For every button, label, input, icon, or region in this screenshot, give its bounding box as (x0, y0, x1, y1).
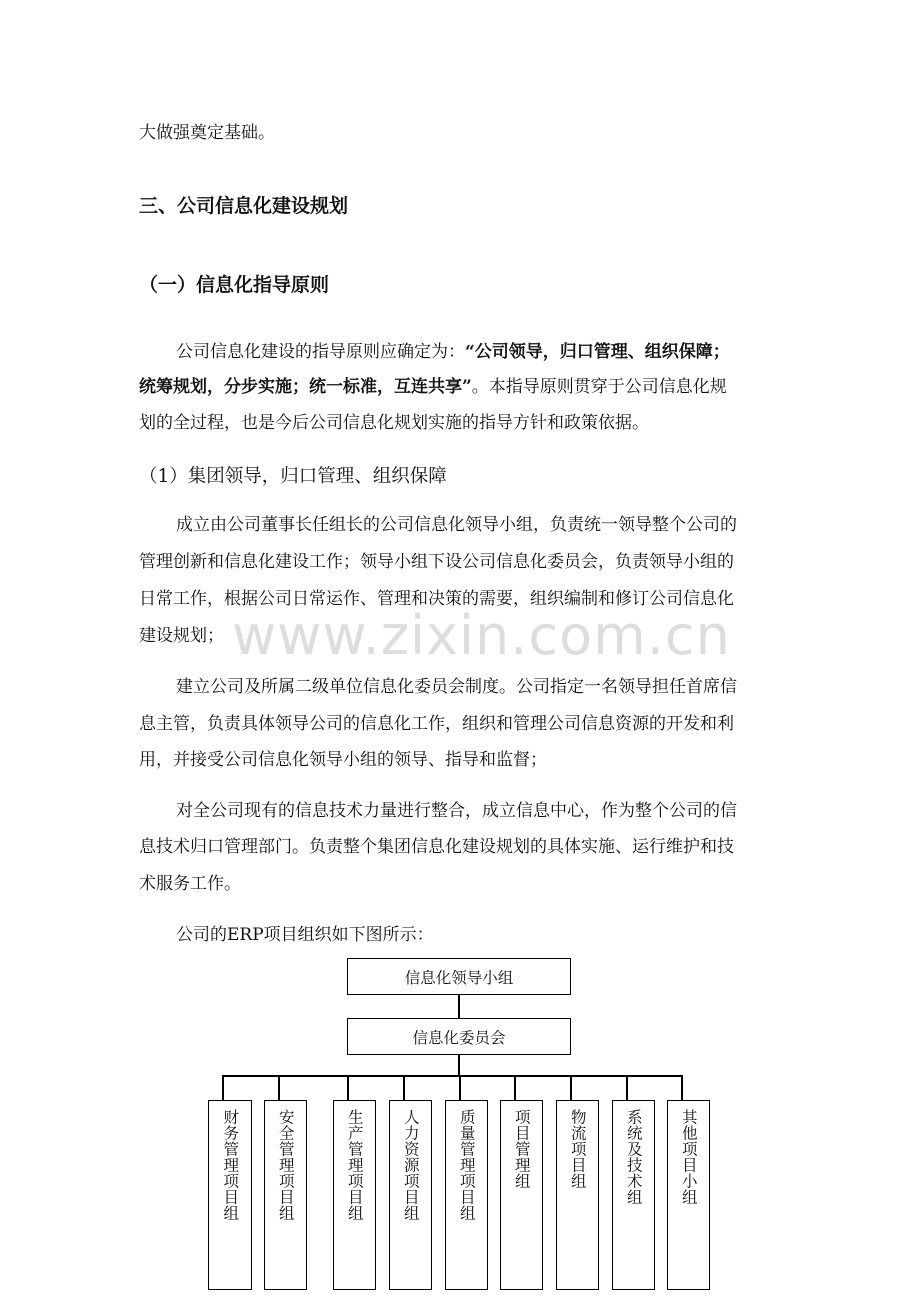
org-box-production-group (333, 1100, 376, 1290)
org-box-label: 信息化委员会 (412, 1028, 506, 1047)
org-box-label: 安全管理项目组 (276, 1109, 295, 1221)
item-heading-1: （1）集团领导，归口管理、组织保障 (139, 466, 447, 487)
org-connector (458, 1055, 460, 1076)
paragraph-1-line-1 (176, 340, 730, 364)
paragraph-5: 公司的ERP项目组织如下图所示： (176, 925, 434, 945)
org-box-logistics-group (556, 1100, 599, 1290)
sub-heading: （一）信息化指导原则 (139, 274, 330, 296)
org-box-hr-group (389, 1100, 432, 1290)
org-box-safety-group (264, 1100, 307, 1290)
org-drop (278, 1075, 280, 1100)
paragraph-3-line-2: 息主管，负责具体领导公司的信息化工作，组织和管理公司信息资源的开发和利 (139, 714, 734, 734)
org-drop (626, 1075, 628, 1100)
paragraph-2-line-2: 管理创新和信息化建设工作；领导小组下设公司信息化委员会，负责领导小组的 (139, 552, 734, 572)
org-box-other-group (667, 1100, 710, 1290)
org-box-quality-group (445, 1100, 488, 1290)
paragraph-2-line-3: 日常工作，根据公司日常运作、管理和决策的需要，组织编制和修订公司信息化 (139, 589, 734, 609)
org-box-label: 系统及技术组 (624, 1109, 643, 1205)
org-box-finance-group (208, 1100, 252, 1290)
bold-text-segment: “公司领导，归口管理、组织保障； (465, 342, 730, 362)
paragraph-4-line-1: 对全公司现有的信息技术力量进行整合，成立信息中心，作为整个公司的信 (176, 801, 737, 821)
text-segment: 公司信息化建设的指导原则应确定为： (176, 342, 465, 362)
paragraph-1-line-3: 划的全过程，也是今后公司信息化规划实施的指导方针和政策依据。 (139, 413, 649, 433)
org-box-label: 信息化领导小组 (404, 968, 514, 987)
paragraph-3-line-1: 建立公司及所属二级单位信息化委员会制度。公司指定一名领导担任首席信 (176, 677, 737, 697)
org-drop (514, 1075, 516, 1100)
org-box-project-mgmt-group (500, 1100, 543, 1290)
paragraph-2-line-4: 建设规划； (139, 626, 224, 646)
org-horizontal-bus (222, 1075, 682, 1077)
org-drop (347, 1075, 349, 1100)
org-box-label: 财务管理项目组 (221, 1109, 240, 1221)
org-drop (459, 1075, 461, 1100)
text-line: 大做强奠定基础。 (139, 123, 275, 143)
org-box-label: 其他项目小组 (679, 1109, 698, 1205)
org-box-label: 物流项目组 (568, 1109, 587, 1189)
org-drop (570, 1075, 572, 1100)
org-box-label: 生产管理项目组 (345, 1109, 364, 1221)
bold-text-segment: 统筹规划，分步实施；统一标准，互连共享” (139, 377, 472, 397)
org-drop (681, 1075, 683, 1100)
org-drop (403, 1075, 405, 1100)
watermark: www.zixin.com.cn (232, 604, 731, 667)
org-drop (222, 1075, 224, 1100)
paragraph-1-line-2 (139, 375, 727, 399)
section-heading: 三、公司信息化建设规划 (139, 195, 349, 217)
org-box-committee (347, 1018, 571, 1055)
text-segment: 。本指导原则贯穿于公司信息化规 (471, 377, 727, 397)
org-box-label: 质量管理项目组 (457, 1109, 476, 1221)
org-box-label: 人力资源项目组 (401, 1109, 420, 1221)
paragraph-2-line-1: 成立由公司董事长任组长的公司信息化领导小组，负责统一领导整个公司的 (176, 515, 737, 535)
org-box-systems-group (612, 1100, 655, 1290)
paragraph-4-line-3: 术服务工作。 (139, 874, 241, 894)
paragraph-4-line-2: 息技术归口管理部门。负责整个集团信息化建设规划的具体实施、运行维护和技 (139, 837, 734, 857)
org-box-label: 项目管理组 (512, 1109, 531, 1189)
org-connector (458, 995, 460, 1018)
paragraph-3-line-3: 用，并接受公司信息化领导小组的领导、指导和监督； (139, 750, 547, 770)
org-box-leadership-group (347, 958, 571, 995)
